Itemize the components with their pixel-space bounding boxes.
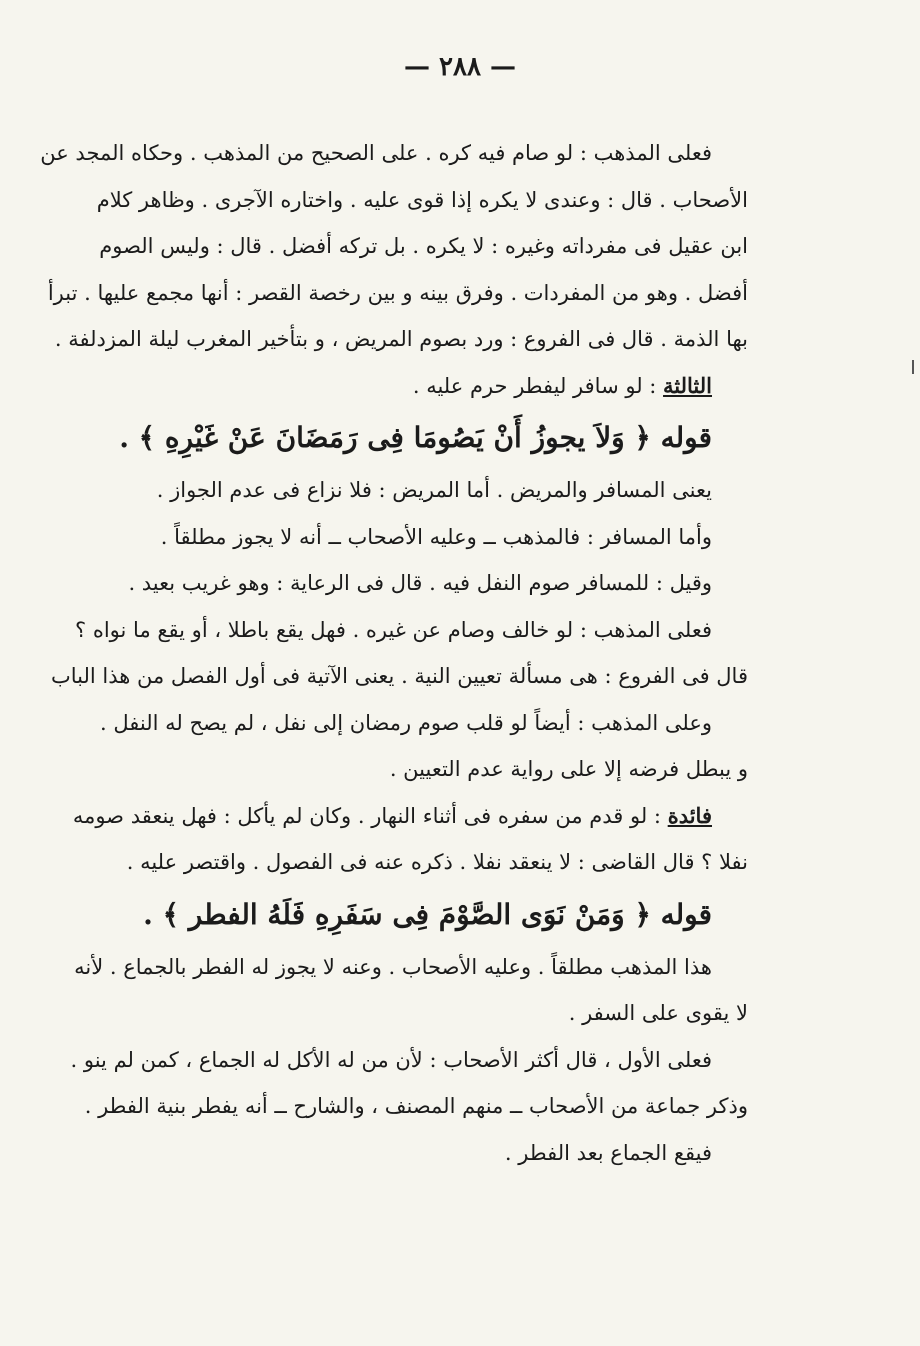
text-line: وعلى المذهب : أيضاً لو قلب صوم رمضان إلى نفل ، لم يصح له النفل . (100, 710, 712, 735)
section-heading-1 (108, 409, 748, 467)
text-line: فعلى المذهب : لو صام فيه كره . على الصحيح من المذهب . وحكاه المجد عن (40, 141, 712, 165)
text-line: ابن عقيل فى مفرداته وغيره : لا يكره . بل تركه أفضل . قال : وليس الصوم (99, 234, 748, 258)
text-line: فيقع الجماع بعد الفطر . (504, 1140, 712, 1165)
page-body (40, 130, 748, 1176)
text-line: يعنى المسافر والمريض . أما المريض : فلا نزاع فى عدم الجواز . (156, 478, 712, 502)
page-number: — ٢٨٨ — (403, 52, 517, 82)
section-heading-2 (108, 886, 748, 944)
text-line: و يبطل فرضه إلا على رواية عدم التعيين . (389, 757, 748, 781)
quran-quote: ﴿ وَلاَ يجوزُ أَنْ يَصُومَا فِى رَمَضَانَ عَنْ غَيْرِهِ ﴾ . (119, 421, 661, 454)
qawluh-label: قوله (660, 897, 712, 931)
text-line: بها الذمة . قال فى الفروع : ورد بصوم المريض ، و بتأخير المغرب ليلة المزدلفة . (54, 327, 748, 351)
text-line: وقيل : للمسافر صوم النفل فيه . قال فى الرعاية : وهو غريب بعيد . (128, 571, 712, 595)
text-line: فعلى المذهب : لو خالف وصام عن غيره . فهل يقع باطلا ، أو يقع ما نواه ؟ (75, 617, 712, 642)
text-line: نفلا ؟ قال القاضى : لا ينعقد نفلا . ذكره عنه فى الفصول . واقتصر عليه . (126, 850, 748, 874)
text-line: لا يقوى على السفر . (568, 1001, 748, 1025)
text-line: أفضل . وهو من المفردات . وفرق بينه و بين رخصة القصر : أنها مجمع عليها . تبرأ (47, 280, 748, 305)
text-line: وذكر جماعة من الأصحاب ــ منهم المصنف ، والشارح ــ أنه يفطر بنية الفطر . (84, 1094, 748, 1118)
faida-text: : لو قدم من سفره فى أثناء النهار . وكان لم يأكل : فهل ينعقد صومه (72, 803, 668, 828)
third-point (108, 363, 748, 410)
third-text: : لو سافر ليفطر حرم عليه . (412, 373, 664, 398)
scan-edge-mark (912, 360, 914, 374)
faida-point (72, 793, 748, 840)
qawluh-label: قوله (660, 421, 712, 454)
text-line: وأما المسافر : فالمذهب ــ وعليه الأصحاب ــ أنه لا يجوز مطلقاً . (160, 524, 712, 549)
text-line: الأصحاب . قال : وعندى لا يكره إذا قوى عليه . واختاره الآجرى . وظاهر كلام (96, 187, 748, 212)
text-line: هذا المذهب مطلقاً . وعليه الأصحاب . وعنه لا يجوز له الفطر بالجماع . لأنه (74, 954, 712, 979)
faida-label: فائدة (667, 802, 712, 828)
text-line: فعلى الأول ، قال أكثر الأصحاب : لأن من له الأكل له الجماع ، كمن لم ينو . (70, 1047, 712, 1072)
quran-quote: ﴿ وَمَنْ نَوَى الصَّوْمَ فِى سَفَرِهِ فَلَهُ الفطر ﴾ . (143, 897, 661, 931)
third-label: الثالثة (663, 372, 712, 398)
text-line: قال فى الفروع : هى مسألة تعيين النية . يعنى الآتية فى أول الفصل من هذا الباب (50, 664, 748, 688)
